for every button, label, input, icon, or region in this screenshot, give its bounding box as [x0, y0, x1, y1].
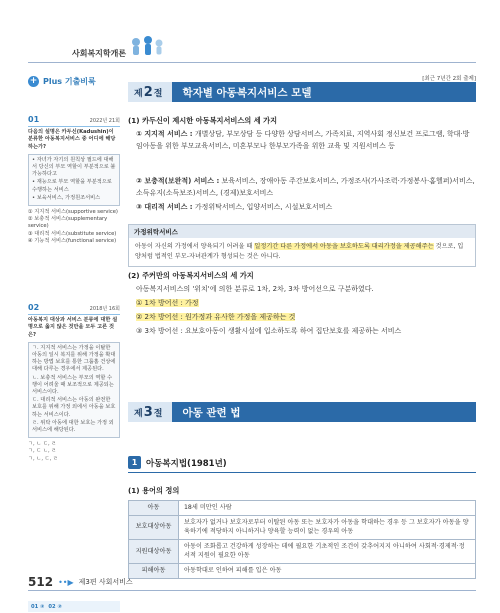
- part-2-heading: (2) 주커만의 아동복지서비스의 세 가지: [128, 271, 254, 280]
- section-2-tag: 제 2 절: [128, 82, 172, 102]
- footer-rule: [28, 590, 476, 591]
- model-item-1: ① 지지적 서비스 : 개별상담, 부모상담 등 다양한 상담서비스, 가족치료, 지역사회 정신보건 프로그램, 학대·방임아동을 위한 부모교육서비스, 미혼부모나 한부모가족을 위한 교육 및 지원서비스 등: [136, 130, 470, 150]
- figures-illustration-icon: [128, 34, 168, 60]
- model-item-3: ③ 대리적 서비스 : 가정위탁서비스, 입양서비스, 시설보호서비스: [136, 203, 333, 211]
- definition-box-body: 아동이 자신의 가정에서 양육되기 어려울 때 일정기간 다른 가정에서 아동을 보호하도록 대리가정을 제공해주는 것으로, 입양처럼 법적인 부모-자녀관계가 형성되는 것은 아니다.: [135, 243, 464, 260]
- law-subsection-header: [128, 456, 227, 469]
- plus-icon: +: [29, 75, 38, 86]
- terms-heading: (1) 용어의 정의: [128, 486, 180, 495]
- question-2-number: 02: [28, 303, 40, 312]
- question-1-number: 01: [28, 115, 40, 124]
- definition-highlight: 일정기간 다른 가정에서 아동을 보호하도록 대리가정을 제공해주는: [254, 243, 434, 250]
- question-1-box-line: • 자녀가 자기의 원칙상 필드에 대해서 당신의 부모 역할이 부분적으로 불가능하다고: [32, 156, 116, 178]
- question-2-year: 2018년 16회: [89, 306, 120, 312]
- section-3-title: 아동 관련 법: [172, 402, 476, 422]
- table-row: [129, 515, 476, 539]
- law-title: 아동복지법(1981년): [146, 458, 227, 469]
- book-title: 사회복지학개론: [72, 49, 127, 58]
- question-1-option: ④ 기능적 서비스(functional service): [28, 237, 117, 244]
- question-1-option: ① 지지적 서비스(supportive service): [28, 209, 118, 216]
- question-1-year: 2022년 21회: [89, 118, 120, 124]
- page-footer: [28, 575, 476, 589]
- terms-table: [128, 500, 476, 579]
- question-2-box-line: ㄹ. 위탁 아동에 대한 보호는 가정 외 서비스에 해당된다.: [32, 419, 114, 434]
- question-1-box-line: • 보육서비스, 가정원조서비스: [32, 194, 101, 201]
- question-1-box-line: • 재능으로 부모 역할을 부분적으로 수행하는 서비스: [32, 179, 112, 193]
- part-1-heading: (1) 카두신이 제시한 아동복지서비스의 세 가지: [128, 116, 278, 125]
- answer-1: 01 ②: [31, 603, 45, 610]
- definition-box-title: 가정위탁서비스: [129, 225, 475, 238]
- law-number: 1: [128, 456, 141, 469]
- question-1-header: [28, 116, 120, 127]
- definition-cell: 보호자가 없거나 보호자로부터 이탈된 아동 또는 보호자가 아동을 학대하는 경우 등 그 보호자가 아동을 양육하기에 적당하지 아니하거나 양육할 능력이 없는 경우의 아동: [179, 515, 476, 539]
- question-2-option: ㄱ, ㄴ ㄷ, ㄹ: [28, 441, 57, 448]
- question-2-option: ㄱ, ㄴ, ㄷ, ㄹ: [28, 455, 58, 462]
- table-row: [129, 501, 476, 516]
- question-1-option: ③ 대리적 서비스(substitute service): [28, 230, 117, 237]
- part-label: 제3편 사회서비스: [78, 578, 133, 586]
- term-cell: 보호대상아동: [129, 515, 179, 539]
- term-cell: 아동: [129, 501, 179, 516]
- part-2-intro: 아동복지서비스의 '위치'에 의한 분류로 1차, 2차, 3차 방어선으로 구분하였다.: [136, 285, 374, 293]
- law-rule: [128, 472, 476, 473]
- question-1: [28, 116, 120, 245]
- question-2-box-line: ㄱ. 지지적 서비스는 가정을 이탈한 아동의 일시 복지를 위해 가정을 확대하는 방법 보호를 통한 그룹홈 건상에 대해 다루는 경우에서 제공된다.: [32, 344, 116, 373]
- term-cell: 지원대상아동: [129, 539, 179, 563]
- question-1-option: ② 보충적 서비스(supplementary service): [28, 216, 108, 230]
- definition-cell: 아동이 조화롭고 건강하게 성장하는 데에 필요한 기초적인 조건이 갖추어지지 아니하여 사회적·경제적·정서적 지원이 필요한 아동: [179, 539, 476, 563]
- term-cell: 피해아동: [129, 563, 179, 578]
- defense-line-1: ① 1차 방어선 : 가정: [136, 299, 199, 307]
- defense-line-3: ③ 3차 방어선 : 요보호아동이 생활시설에 입소하도록 하여 집단보호를 제공하는 서비스: [136, 327, 402, 335]
- question-2-box: [28, 342, 120, 438]
- header-rule: [28, 62, 476, 63]
- answer-2: 02 ②: [48, 603, 62, 610]
- model-item-2: ② 보충적(보완적) 서비스 : 보육서비스, 장애아동 주간보호서비스, 가정조사(가사조력·가정봉사·홈헬퍼)서비스, 소득유지(소득보조)서비스, (경제)보호서비스: [136, 177, 475, 197]
- defense-line-2: ② 2차 방어선 : 원가정과 유사한 가정을 제공하는 것: [136, 313, 296, 321]
- table-row: [129, 539, 476, 563]
- page-number: 512: [28, 575, 54, 589]
- question-2-box-line: ㄴ. 보충적 서비스는 부모의 역할 수행이 어려울 때 보조적으로 제공되는 서비스이다.: [32, 374, 114, 396]
- definition-cell: 18세 미만인 사람: [179, 501, 476, 516]
- question-2-header: [28, 304, 120, 315]
- question-2-box-line: ㄷ. 대리적 서비스는 아동의 완전한 보호를 위해 가정 외에서 아동을 보호하는 서비스이다.: [32, 397, 116, 418]
- definition-cell: 아동학대로 인하여 피해를 입은 아동: [179, 563, 476, 578]
- section-2-header: [128, 82, 476, 102]
- frequency-note: [최근 7년간 2회 출제]: [422, 76, 476, 82]
- chevron-right-icon: ••▶: [58, 577, 74, 587]
- question-2: [28, 304, 120, 463]
- section-3-tag: 제 3 절: [128, 402, 172, 422]
- section-2-title: 학자별 아동복지서비스 모델: [172, 82, 476, 102]
- section-3-header: [128, 402, 476, 422]
- question-1-stem: 다음의 설명은 카두신(Kadushin)이 분류한 아동복지서비스 중 어디에 해당하는가?: [28, 129, 116, 150]
- definition-box: [128, 224, 476, 267]
- question-1-box: [28, 154, 120, 206]
- question-2-option: ㄱ, ㄷ ㄴ, ㄹ: [28, 448, 57, 455]
- sidebar-title: + Plus 기출비룩: [29, 75, 96, 86]
- question-2-stem: 아동복지 대상과 서비스 분류에 대한 설명으로 옳지 않은 것만을 모두 고른 것은?: [28, 317, 118, 338]
- answer-key: [28, 601, 120, 612]
